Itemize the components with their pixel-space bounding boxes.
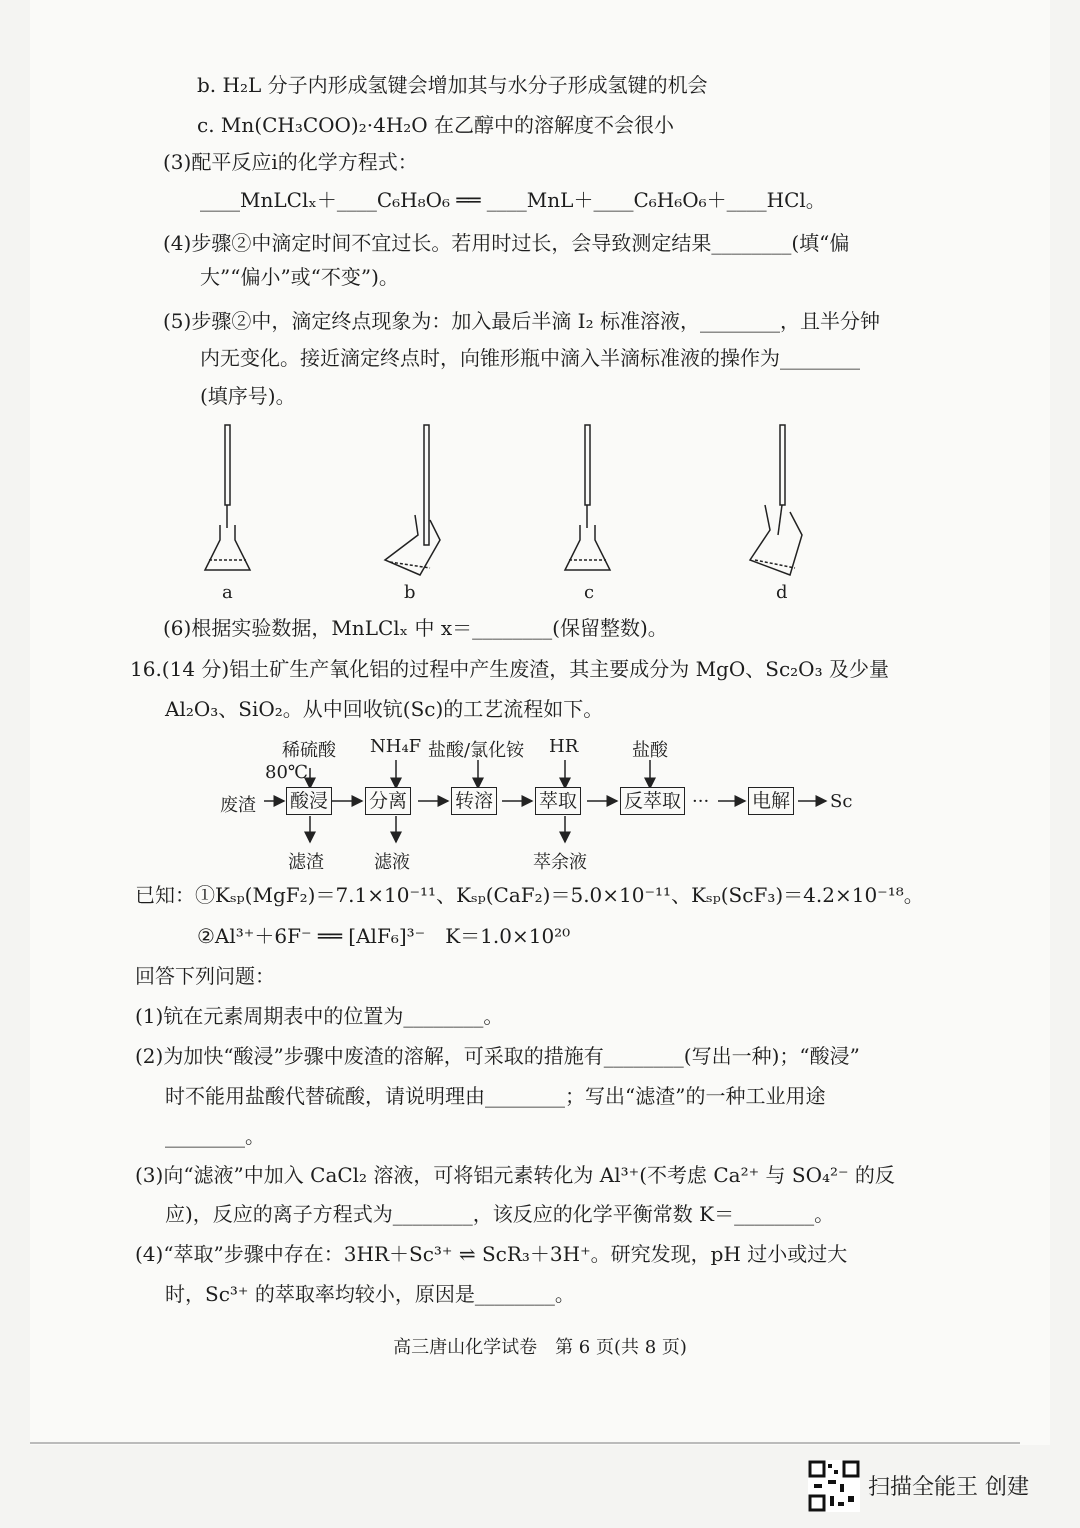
flow-ellipsis: ··· <box>692 791 710 812</box>
flow-step-acid-leach: 酸浸 <box>286 787 332 815</box>
question-5-note: (填序号)。 <box>200 384 296 408</box>
flow-step-electrolysis: 电解 <box>748 787 794 815</box>
option-b: b. H₂L 分子内形成氢键会增加其与水分子形成氢键的机会 <box>197 73 708 97</box>
part-3-cont: 应)，反应的离子方程式为________，该反应的化学平衡常数 K＝________。 <box>165 1202 835 1226</box>
flask-label-c: c <box>584 582 595 603</box>
question-5: (5)步骤②中，滴定终点现象为：加入最后半滴 I₂ 标准溶液，________，且半分钟 <box>163 309 880 333</box>
known-1: 已知：①Kₛₚ(MgF₂)＝7.1×10⁻¹¹、Kₛₚ(CaF₂)＝5.0×10⁻¹¹、Kₛₚ(ScF₃)＝4.2×10⁻¹⁸。 <box>135 883 924 907</box>
part-2-end: ________。 <box>165 1124 265 1148</box>
part-2-cont: 时不能用盐酸代替硫酸，请说明理由________；写出“滤渣”的一种工业用途 <box>165 1084 826 1108</box>
flow-input-hcl-nh4cl: 盐酸/氯化铵 <box>428 740 525 761</box>
equation-3: ____MnLClₓ＋____C₆H₈O₆ ══ ____MnL＋____C₆H₆O₆＋____HCl。 <box>200 188 826 212</box>
part-3: (3)向“滤液”中加入 CaCl₂ 溶液，可将铝元素转化为 Al³⁺(不考虑 Ca²⁺ 与 SO₄²⁻ 的反 <box>135 1163 895 1187</box>
flow-input-hr: HR <box>549 736 579 757</box>
question-4-cont: 大”“偏小”或“不变”)。 <box>200 265 399 289</box>
flow-input-h2so4: 稀硫酸 <box>282 740 336 761</box>
flow-output-raffinate: 萃余液 <box>533 852 587 873</box>
scanner-watermark: 扫描全能王 创建 <box>868 1475 1029 1500</box>
question-6: (6)根据实验数据，MnLClₓ 中 x＝________(保留整数)。 <box>163 616 668 640</box>
question-5-cont: 内无变化。接近滴定终点时，向锥形瓶中滴入半滴标准液的操作为________ <box>200 346 860 370</box>
question-16: 16.(14 分)铝土矿生产氧化铝的过程中产生废渣，其主要成分为 MgO、Sc₂O₃ 及少量 <box>130 657 889 681</box>
answer-heading: 回答下列问题： <box>135 964 275 988</box>
option-c: c. Mn(CH₃COO)₂·4H₂O 在乙醇中的溶解度不会很小 <box>197 113 675 137</box>
flow-step-extract: 萃取 <box>535 787 581 815</box>
flask-label-a: a <box>222 582 233 603</box>
flow-input-hcl: 盐酸 <box>632 740 668 761</box>
page-footer: 高三唐山化学试卷 第 6 页(共 8 页) <box>393 1337 687 1358</box>
question-3: (3)配平反应ⅰ的化学方程式： <box>163 150 418 174</box>
flow-end: Sc <box>830 791 853 812</box>
part-4-cont: 时，Sc³⁺ 的萃取率均较小，原因是________。 <box>165 1282 575 1306</box>
flow-output-residue: 滤渣 <box>288 852 324 873</box>
part-2: (2)为加快“酸浸”步骤中废渣的溶解，可采取的措施有________(写出一种)；“酸浸” <box>135 1044 860 1068</box>
flask-label-b: b <box>404 582 416 603</box>
question-16-cont: Al₂O₃、SiO₂。从中回收钪(Sc)的工艺流程如下。 <box>165 697 604 721</box>
part-1: (1)钪在元素周期表中的位置为________。 <box>135 1004 504 1028</box>
flow-step-separate: 分离 <box>365 787 411 815</box>
flow-input-nh4f: NH₄F <box>370 736 422 757</box>
flow-start: 废渣 <box>220 795 256 816</box>
qr-code-icon <box>808 1460 860 1512</box>
flask-label-d: d <box>776 582 788 603</box>
flow-output-filtrate: 滤液 <box>374 852 410 873</box>
flow-step-back-extract: 反萃取 <box>620 787 685 815</box>
part-4: (4)“萃取”步骤中存在：3HR＋Sc³⁺ ⇌ ScR₃＋3H⁺。研究发现，pH 过小或过大 <box>135 1242 848 1266</box>
known-2: ②Al³⁺＋6F⁻ ══ [AlF₆]³⁻ K＝1.0×10²⁰ <box>197 924 571 948</box>
flow-temp: 80℃ <box>265 762 309 783</box>
scan-edge <box>30 1442 1020 1444</box>
flow-step-dissolve: 转溶 <box>451 787 497 815</box>
question-4: (4)步骤②中滴定时间不宜过长。若用时过长，会导致测定结果________(填“偏 <box>163 231 850 255</box>
